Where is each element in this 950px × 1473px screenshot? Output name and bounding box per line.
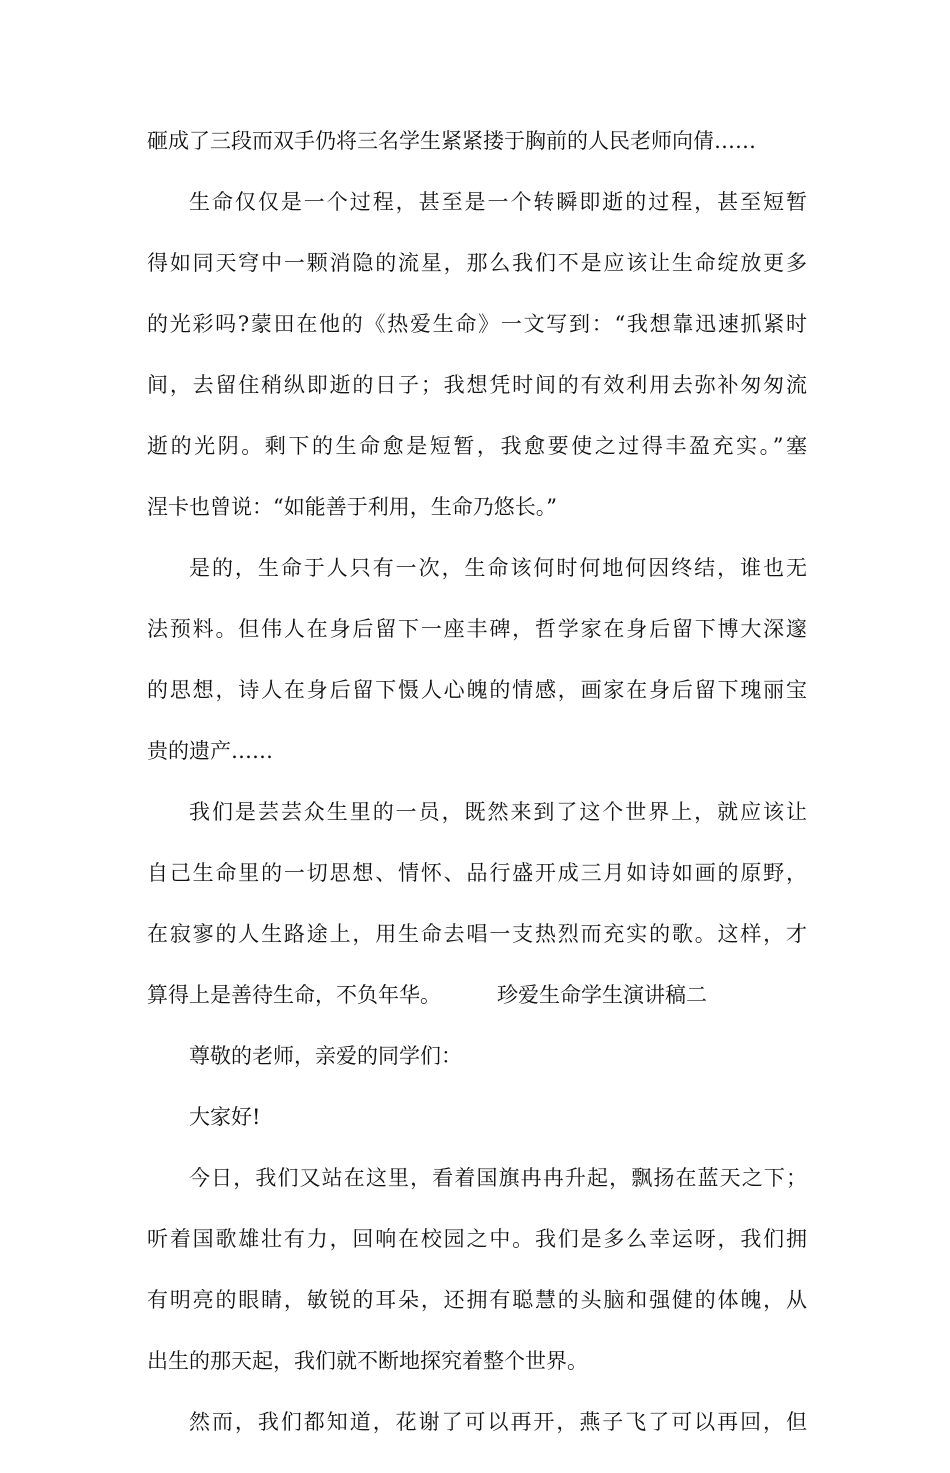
text-line: 贵的遗产…… [147,739,273,763]
salutation: 尊敬的老师，亲爱的同学们： [189,1044,462,1068]
text-line: 今日，我们又站在这里，看着国旗冉冉升起，飘扬在蓝天之下； [189,1166,807,1190]
text-line: 出生的那天起，我们就不断地探究着整个世界。 [147,1349,588,1373]
greeting: 大家好! [189,1105,261,1129]
document-body [147,131,807,1473]
text-line: 是的，生命于人只有一次，生命该何时何地何因终结，谁也无 [189,556,807,580]
text-line: 砸成了三段而双手仍将三名学生紧紧搂于胸前的人民老师向倩…… [147,129,756,153]
text-line: 听着国歌雄壮有力，回响在校园之中。我们是多么幸运呀，我们拥 [147,1227,807,1251]
text-line: 有明亮的眼睛，敏锐的耳朵，还拥有聪慧的头脑和强健的体魄，从 [147,1288,807,1312]
speech-heading: 珍爱生命学生演讲稿二 [497,983,707,1007]
text-line: 的思想，诗人在身后留下慑人心魄的情感，画家在身后留下瑰丽宝 [147,678,807,702]
text-line: 在寂寥的人生路途上，用生命去唱一支热烈而充实的歌。这样，才 [147,922,807,946]
text-line: 涅卡也曾说：“如能善于利用，生命乃悠长。” [147,495,557,519]
text-line: 然而，我们都知道，花谢了可以再开，燕子飞了可以再回，但 [189,1410,807,1434]
text-line: 的光彩吗?蒙田在他的《热爱生命》一文写到：“我想靠迅速抓紧时 [147,312,807,336]
text-line: 自己生命里的一切思想、情怀、品行盛开成三月如诗如画的原野， [147,861,807,885]
text-line: 间，去留住稍纵即逝的日子；我想凭时间的有效利用去弥补匆匆流 [147,373,807,397]
text-line-with-heading [147,985,807,1006]
text-line: 得如同天穹中一颗消隐的流星，那么我们不是应该让生命绽放更多 [147,251,807,275]
text-line: 生命仅仅是一个过程，甚至是一个转瞬即逝的过程，甚至短暂 [189,190,807,214]
text-line-segment: 算得上是善待生命，不负年华。 [147,983,441,1007]
text-line: 逝的光阴。剩下的生命愈是短暂，我愈要使之过得丰盈充实。”塞 [147,434,807,458]
text-line: 我们是芸芸众生里的一员，既然来到了这个世界上，就应该让 [189,800,807,824]
text-line: 法预料。但伟人在身后留下一座丰碑，哲学家在身后留下博大深邃 [147,617,807,641]
